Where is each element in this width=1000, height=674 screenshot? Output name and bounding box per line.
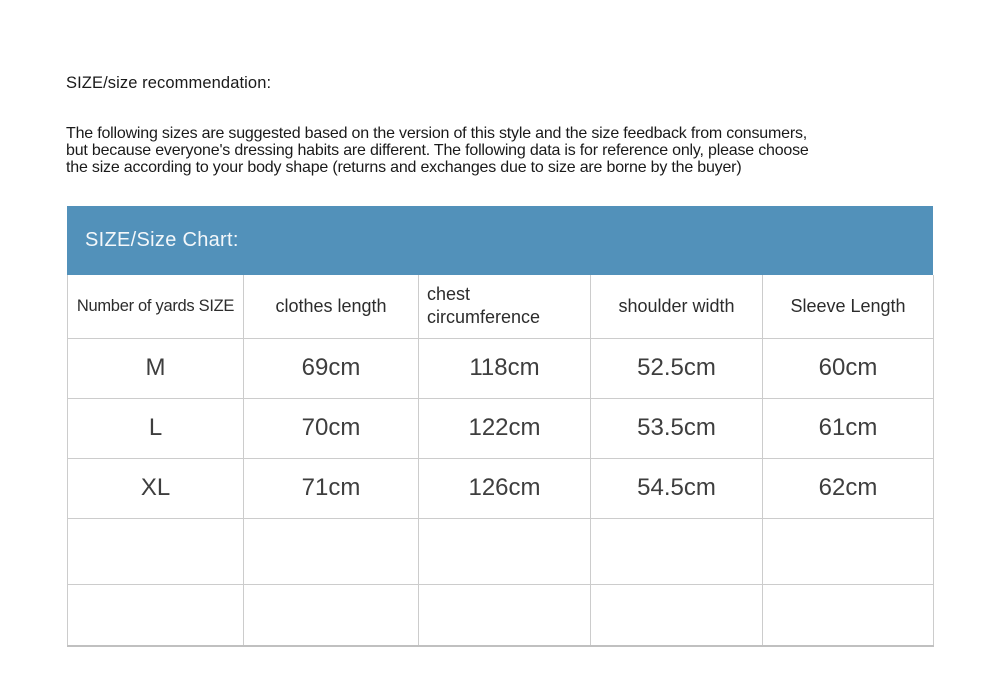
table-header-row (68, 275, 934, 338)
value-cell (244, 518, 419, 584)
value-cell: 53.5cm (591, 398, 763, 458)
value-cell (419, 518, 591, 584)
value-cell: 71cm (244, 458, 419, 518)
value-cell (763, 518, 934, 584)
size-cell: XL (68, 458, 244, 518)
size-chart-table (67, 275, 934, 647)
size-cell: M (68, 338, 244, 398)
value-cell (419, 584, 591, 646)
value-cell (763, 584, 934, 646)
size-cell (68, 518, 244, 584)
value-cell (244, 584, 419, 646)
intro-line: The following sizes are suggested based on the version of this style and the size feedback from consumers, (66, 125, 807, 142)
col-header-clothes-length: clothes length (244, 275, 419, 338)
table-row-empty (68, 584, 934, 646)
value-cell: 60cm (763, 338, 934, 398)
value-cell: 52.5cm (591, 338, 763, 398)
value-cell: 61cm (763, 398, 934, 458)
table-row-empty (68, 518, 934, 584)
page-title: SIZE/size recommendation: (66, 74, 272, 92)
value-cell (591, 584, 763, 646)
size-chart-header-bar (67, 206, 933, 275)
table-row (68, 338, 934, 398)
col-header-shoulder-width: shoulder width (591, 275, 763, 338)
size-cell: L (68, 398, 244, 458)
value-cell: 122cm (419, 398, 591, 458)
intro-line: the size according to your body shape (returns and exchanges due to size are borne by the buyer) (66, 159, 742, 177)
table-row (68, 398, 934, 458)
value-cell: 54.5cm (591, 458, 763, 518)
value-cell: 69cm (244, 338, 419, 398)
size-chart-header-label: SIZE/Size Chart: (85, 229, 239, 251)
col-header-chest-circumference: chest circumference (419, 275, 591, 338)
value-cell: 62cm (763, 458, 934, 518)
intro-paragraph (66, 125, 938, 177)
col-header-size: Number of yards SIZE (68, 275, 244, 338)
value-cell: 70cm (244, 398, 419, 458)
col-header-sleeve-length: Sleeve Length (763, 275, 934, 338)
value-cell (591, 518, 763, 584)
size-cell (68, 584, 244, 646)
intro-line: but because everyone's dressing habits are different. The following data is for reference only, please choose (66, 142, 809, 160)
value-cell: 126cm (419, 458, 591, 518)
table-row (68, 458, 934, 518)
value-cell: 118cm (419, 338, 591, 398)
